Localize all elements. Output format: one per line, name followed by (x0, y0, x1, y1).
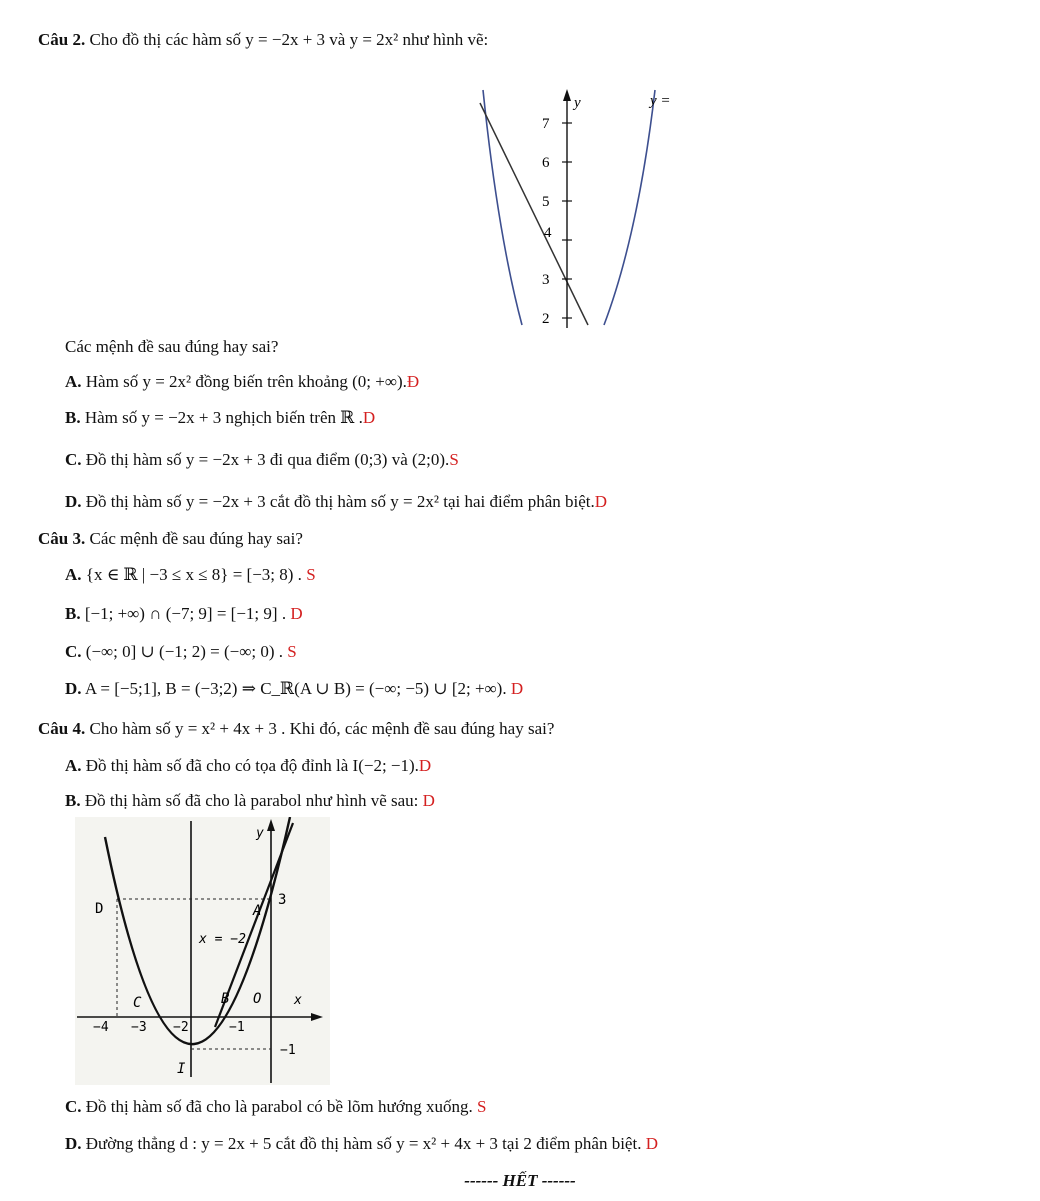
q2-item-d-answer: D (594, 492, 608, 511)
q3-item-a (65, 564, 316, 586)
q2-item-a-label: A. (65, 372, 82, 391)
q4-item-c (65, 1096, 486, 1118)
q2-parabola-right (604, 90, 655, 325)
q4-point-d: D (95, 901, 104, 917)
q4-item-d (65, 1133, 658, 1155)
q4-y-label: y (256, 826, 264, 841)
q4-tick-minus3: −3 (131, 1020, 147, 1035)
q4-point-b: B (221, 991, 230, 1007)
q4-point-a: A (253, 903, 262, 919)
q2-item-d (65, 491, 607, 513)
q2-item-c-text: Đồ thị hàm số y = −2x + 3 đi qua điểm (0;3) và (2;0). (85, 450, 450, 469)
q3-item-d-label: D. (65, 679, 82, 698)
q4-point-c: C (133, 995, 142, 1011)
q3-item-c-answer: S (287, 642, 297, 661)
q2-head: Câu 2. (38, 30, 86, 49)
q2-item-c-answer: S (449, 450, 459, 469)
q3-text: Các mệnh đề sau đúng hay sai? (89, 529, 303, 548)
q4-text: Cho hàm số y = x² + 4x + 3 . Khi đó, các mệnh đề sau đúng hay sai? (89, 719, 555, 738)
q2-item-b-label: B. (65, 408, 81, 427)
q4-item-b-answer: D (422, 791, 435, 810)
q4-y-arrow (267, 819, 275, 831)
q4-item-c-answer: S (476, 1097, 487, 1116)
q3-item-c (65, 641, 297, 663)
q4-point-i: I (177, 1061, 186, 1077)
q3-item-b-label: B. (65, 604, 81, 623)
q2-tick-6: 6 (542, 155, 550, 171)
q2-line (480, 103, 588, 325)
q2-tick-3: 3 (542, 272, 550, 288)
footer-end: ------ HẾT ------ (464, 1171, 576, 1190)
q4-point-o: O (253, 991, 262, 1007)
q3-item-a-text: {x ∈ ℝ | −3 ≤ x ≤ 8} = [−3; 8) . (85, 565, 302, 584)
q2-item-a-text: Hàm số y = 2x² đồng biến trên khoảng (0; +∞). (85, 372, 407, 391)
q4-item-a-answer: D (418, 756, 432, 775)
q2-prompt: Các mệnh đề sau đúng hay sai? (65, 337, 279, 356)
q2-item-b-text: Hàm số y = −2x + 3 nghịch biến trên ℝ . (84, 408, 363, 427)
q3-item-a-answer: S (306, 565, 316, 584)
q4-item-c-label: C. (65, 1097, 82, 1116)
q4-item-c-text: Đồ thị hàm số đã cho là parabol có bề lõm hướng xuống. (85, 1097, 473, 1116)
q3-item-c-text: (−∞; 0] ∪ (−1; 2) = (−∞; 0) . (85, 642, 283, 661)
q2-graph (470, 85, 700, 330)
q4-tick-minus1: −1 (229, 1020, 245, 1035)
q4-tick-3: 3 (278, 892, 287, 908)
q3-item-b-text: [−1; +∞) ∩ (−7; 9] = [−1; 9] . (84, 604, 287, 623)
q4-item-d-label: D. (65, 1134, 82, 1153)
q2-curve-label: y = (650, 93, 671, 109)
q2-item-c (65, 449, 459, 471)
q4-tick-minus2: −2 (173, 1020, 189, 1035)
q2-item-b-answer: D (362, 408, 376, 427)
q3-question (38, 528, 303, 550)
q2-tick-4: 4 (544, 225, 552, 241)
q4-item-a (65, 755, 431, 777)
q4-symmetry-label: x = −2 (199, 932, 246, 947)
q3-item-a-label: A. (65, 565, 82, 584)
q2-tick-2: 2 (542, 311, 550, 327)
q3-item-d (65, 678, 523, 700)
q3-head: Câu 3. (38, 529, 86, 548)
q2-question (38, 29, 488, 51)
q3-item-b-answer: D (290, 604, 303, 623)
q3-item-d-answer: D (510, 679, 524, 698)
q2-y-arrow (563, 89, 571, 101)
q2-item-d-label: D. (65, 492, 82, 511)
q2-text: Cho đồ thị các hàm số y = −2x + 3 và y = 2x² như hình vẽ: (89, 30, 489, 49)
q2-parabola-left (483, 90, 522, 325)
q4-tick-minus4: −4 (93, 1020, 109, 1035)
q4-question (38, 718, 554, 740)
q4-x-arrow (311, 1013, 323, 1021)
q4-item-b-text: Đồ thị hàm số đã cho là parabol như hình vẽ sau: (84, 791, 419, 810)
q2-item-b (65, 407, 375, 429)
q4-item-a-label: A. (65, 756, 82, 775)
q4-x-label: x (294, 993, 302, 1008)
q2-item-c-label: C. (65, 450, 82, 469)
q4-item-b (65, 790, 435, 812)
q4-item-a-text: Đồ thị hàm số đã cho có tọa độ đỉnh là I(−2; −1). (85, 756, 419, 775)
q2-tick-5: 5 (542, 194, 550, 210)
q4-item-d-answer: D (645, 1134, 658, 1153)
q4-item-b-label: B. (65, 791, 81, 810)
q2-tick-7: 7 (542, 116, 550, 132)
q2-y-label: y (574, 95, 581, 111)
q4-graph (75, 817, 330, 1085)
q4-tick-y-minus1: −1 (280, 1043, 296, 1058)
q3-item-b (65, 603, 303, 625)
q3-item-d-text: A = [−5;1], B = (−3;2) ⇒ C_ℝ(A ∪ B) = (−∞; −5) ∪ [2; +∞). (84, 679, 507, 698)
q2-item-a-answer: Đ (406, 372, 420, 391)
q4-item-d-text: Đường thẳng d : y = 2x + 5 cắt đồ thị hàm số y = x² + 4x + 3 tại 2 điểm phân biệt. (85, 1134, 642, 1153)
q4-head: Câu 4. (38, 719, 86, 738)
q3-item-c-label: C. (65, 642, 82, 661)
q2-item-d-text: Đồ thị hàm số y = −2x + 3 cắt đồ thị hàm số y = 2x² tại hai điểm phân biệt. (85, 492, 595, 511)
q2-item-a (65, 371, 419, 393)
